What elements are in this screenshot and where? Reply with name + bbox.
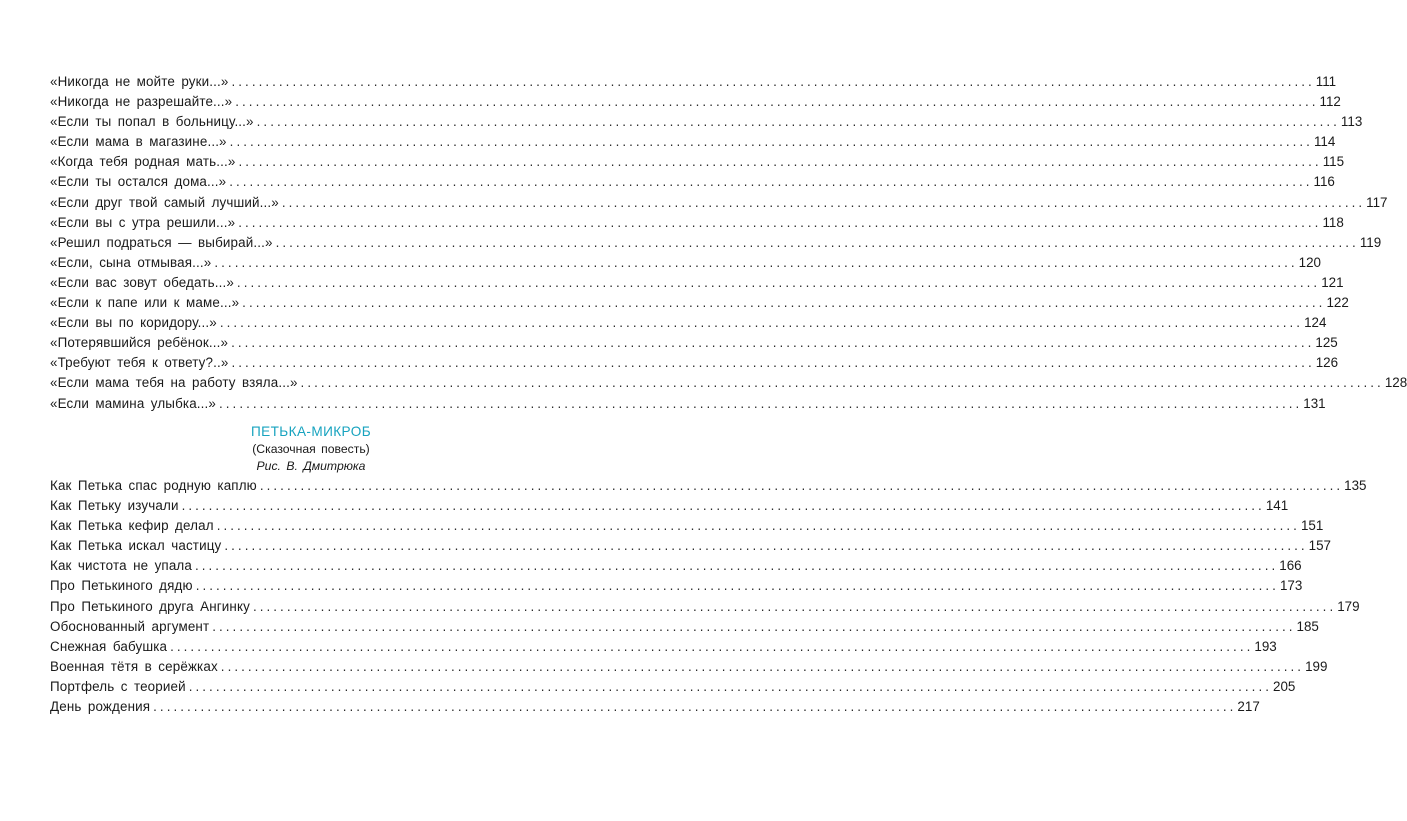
dot-leader: ................................................................................................................................................................ [153,699,1237,715]
toc-entry-page-number: 120 [1298,254,1321,270]
dot-leader: ................................................................................................................................................................ [281,194,1366,210]
toc-entry [50,213,1344,233]
toc-entry-title: Военная тётя в серёжках [50,658,218,674]
toc-entry [50,193,1388,213]
dot-leader: ................................................................................................................................................................ [259,478,1344,493]
toc-entry-page-number: 125 [1315,335,1338,351]
toc-entry-title: Портфель с теорией [50,678,186,694]
dot-leader: ................................................................................................................................................................ [216,518,1300,534]
toc-entry [50,313,1327,333]
dot-leader: ................................................................................................................................................................ [224,538,1308,554]
toc-entry-page-number: 124 [1304,315,1327,331]
toc-entry-title: «Если вы по коридору...» [50,315,217,331]
toc-entry-page-number: 128 [1384,375,1407,391]
toc-entry [50,516,1324,536]
toc-entry-title: «Если, сына отмывая...» [50,254,212,270]
toc-entry-title: «Никогда не разрешайте...» [50,94,233,110]
dot-leader: ................................................................................................................................................................ [238,154,1322,170]
toc-entry [50,132,1336,152]
toc-entry-title: «Когда тебя родная мать...» [50,154,236,170]
dot-leader: ................................................................................................................................................................ [195,578,1279,594]
toc-entry-page-number: 217 [1237,699,1260,715]
toc-entry-page-number: 119 [1359,234,1382,250]
toc-entry [50,92,1341,112]
dot-leader: ................................................................................................................................................................ [231,335,1315,351]
toc-entry [50,333,1338,353]
toc-entry [50,597,1360,617]
toc-entry-page-number: 112 [1319,94,1341,110]
toc-entry-title: Как Петька спас родную каплю [50,478,257,493]
dot-leader: ................................................................................................................................................................ [181,498,1265,514]
toc-entry [50,172,1335,192]
dot-leader: ................................................................................................................................................................ [219,395,1303,411]
dot-leader: ................................................................................................................................................................ [219,315,1304,331]
dot-leader: ................................................................................................................................................................ [252,598,1337,614]
toc-entry-title: Про Петькиного друга Ангинку [50,598,250,614]
toc-entry-title: День рождения [50,699,151,715]
toc-entry-page-number: 122 [1326,295,1349,311]
toc-entry-page-number: 115 [1322,154,1345,170]
toc-entry [50,556,1302,576]
toc-entry [50,496,1289,516]
dot-leader: ................................................................................................................................................................ [214,254,1298,270]
toc-entry [50,72,1337,92]
toc-entry-page-number: 121 [1321,274,1344,290]
dot-leader: ................................................................................................................................................................ [229,174,1313,190]
toc-entry-title: Как Петька искал частицу [50,538,222,554]
toc-entry [50,293,1349,313]
toc-entry [50,677,1296,697]
section-title: ПЕТЬКА-МИКРОБ [250,424,372,439]
toc-entry-page-number: 199 [1305,658,1328,674]
toc-entry-page-number: 113 [1340,114,1363,130]
toc-entry-title: «Если мама в магазине...» [50,134,227,150]
toc-entry [50,697,1260,717]
toc-entry-title: «Если ты попал в больницу...» [50,114,254,130]
toc-entry-title: «Если к папе или к маме...» [50,295,240,311]
dot-leader: ................................................................................................................................................................ [256,114,1340,130]
dot-leader: ................................................................................................................................................................ [212,618,1296,634]
toc-entry-page-number: 151 [1300,518,1324,534]
toc-entry-title: Как чистота не упала [50,558,192,574]
toc-entry-page-number: 157 [1308,538,1331,554]
dot-leader: ................................................................................................................................................................ [242,295,1326,311]
section-subtitle: (Сказочная повесть) [252,442,370,456]
toc-entry-page-number: 131 [1303,395,1326,411]
toc-entry [50,353,1339,373]
toc-entry [50,373,1407,393]
toc-entry-page-number: 126 [1315,355,1339,371]
toc-entry [50,657,1328,677]
toc-entry-title: «Если друг твой самый лучший...» [50,194,279,210]
dot-leader: ................................................................................................................................................................ [170,638,1254,654]
toc-entry-title: «Никогда не мойте руки...» [50,74,229,89]
toc-entry [50,112,1363,132]
dot-leader: ................................................................................................................................................................ [188,678,1272,694]
toc-entry-page-number: 116 [1313,174,1335,190]
toc-entry-title: «Решил подраться — выбирай...» [50,234,273,250]
toc-entry-page-number: 135 [1344,478,1367,493]
toc-entry [50,152,1345,172]
toc-entry-page-number: 114 [1313,134,1336,150]
toc-list-story-chapters [50,476,1367,717]
toc-entry-title: «Требуют тебя к ответу?..» [50,355,229,371]
toc-entry-title: Снежная бабушка [50,638,168,654]
toc-list-poems [50,72,1407,414]
toc-entry-page-number: 185 [1296,618,1319,634]
toc-entry-title: «Если мама тебя на работу взяла...» [50,375,298,391]
toc-entry [50,394,1326,414]
toc-entry [50,273,1344,293]
toc-entry-page-number: 141 [1265,498,1289,514]
toc-entry-title: «Если вас зовут обедать...» [50,274,234,290]
toc-entry-page-number: 111 [1315,74,1337,89]
toc-entry-title: Как Петька кефир делал [50,518,214,534]
toc-entry-page-number: 193 [1254,638,1277,654]
toc-entry-title: «Если вы с утра решили...» [50,214,236,230]
toc-entry [50,233,1382,253]
toc-entry [50,617,1319,637]
toc-entry-page-number: 173 [1279,578,1303,594]
dot-leader: ................................................................................................................................................................ [238,214,1322,230]
dot-leader: ................................................................................................................................................................ [300,375,1384,391]
toc-entry-title: Как Петьку изучали [50,498,179,514]
toc-entry-title: «Потерявшийся ребёнок...» [50,335,229,351]
toc-entry-page-number: 117 [1366,194,1388,210]
toc-entry [50,637,1277,657]
dot-leader: ................................................................................................................................................................ [194,558,1279,574]
dot-leader: ................................................................................................................................................................ [220,658,1305,674]
dot-leader: ................................................................................................................................................................ [231,355,1315,371]
section-illustrator: Рис. В. Дмитрюка [256,459,366,473]
dot-leader: ................................................................................................................................................................ [275,234,1359,250]
dot-leader: ................................................................................................................................................................ [229,134,1313,150]
toc-entry-title: «Если мамина улыбка...» [50,395,217,411]
toc-entry [50,576,1303,596]
dot-leader: ................................................................................................................................................................ [235,94,1319,110]
toc-entry-page-number: 166 [1279,558,1302,574]
toc-entry-title: Про Петькиного дядю [50,578,193,594]
toc-entry-page-number: 118 [1322,214,1344,230]
toc-entry-title: Обоснованный аргумент [50,618,210,634]
dot-leader: ................................................................................................................................................................ [231,74,1315,89]
toc-entry [50,536,1331,556]
toc-entry-page-number: 205 [1273,678,1296,694]
dot-leader: ................................................................................................................................................................ [236,274,1321,290]
toc-entry [50,253,1321,273]
toc-entry-page-number: 179 [1337,598,1360,614]
toc-entry-title: «Если ты остался дома...» [50,174,227,190]
toc-entry [50,476,1367,496]
